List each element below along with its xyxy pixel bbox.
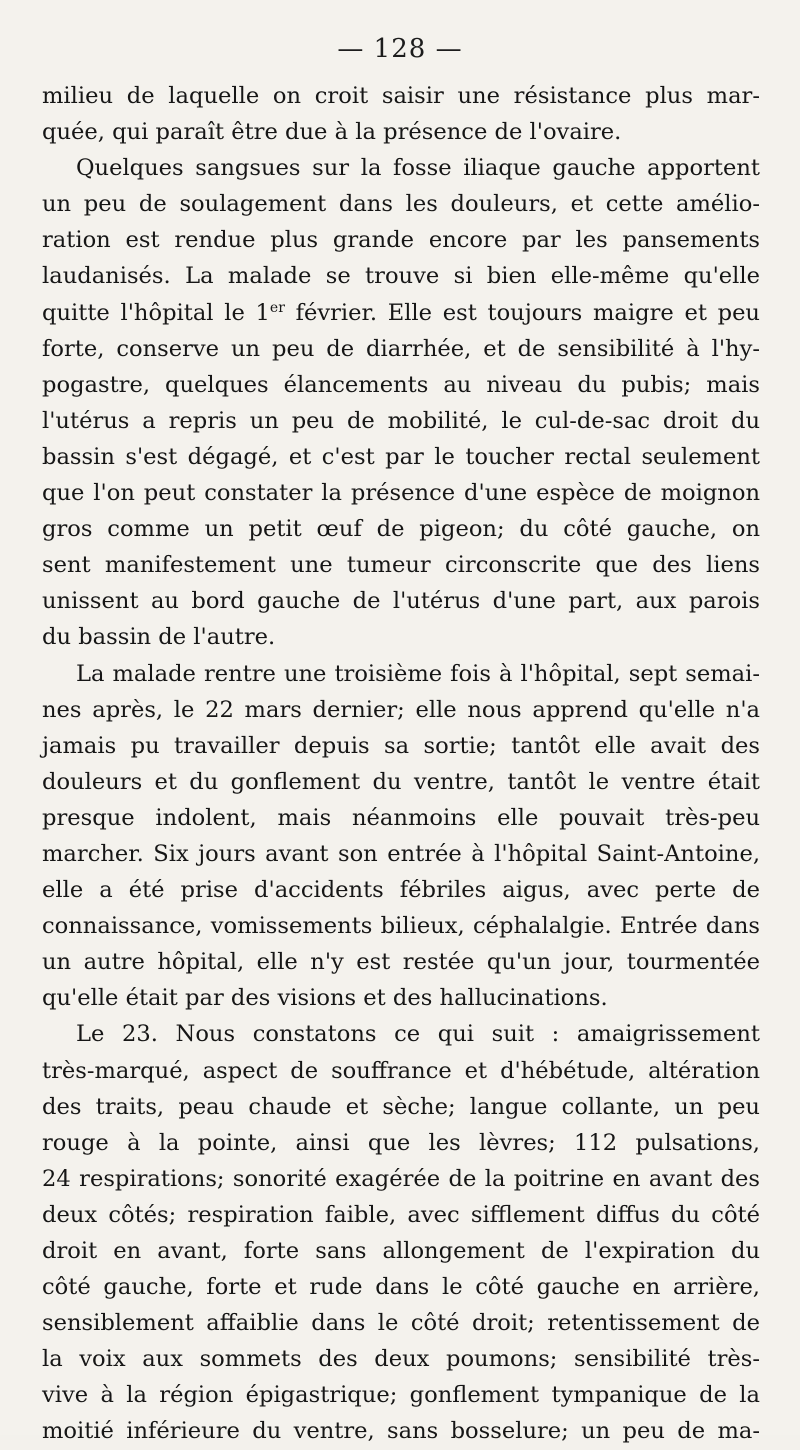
text-line: deux côtés; respiration faible, avec sifflement diffus du côté [42, 1201, 760, 1228]
text-line: la voix aux sommets des deux poumons; sensibilité très- [42, 1346, 760, 1373]
text-line: presque indolent, mais néanmoins elle pouvait très-peu [42, 804, 760, 831]
text-line: douleurs et du gonflement du ventre, tantôt le ventre était [42, 768, 760, 795]
text-line: sensiblement affaiblie dans le côté droit; retentissement de [42, 1310, 760, 1337]
text-line: forte, conserve un peu de diarrhée, et de sensibilité à l'hy- [42, 335, 760, 362]
ordinal-superscript: er [269, 299, 285, 316]
body-text [42, 78, 760, 1450]
text-line: du bassin de l'autre. [42, 624, 276, 651]
text-line: l'utérus a repris un peu de mobilité, le cul-de-sac droit du [42, 407, 760, 434]
text-line: très-marqué, aspect de souffrance et d'hébétude, altération [42, 1057, 760, 1084]
paragraph-4 [42, 1016, 760, 1449]
text-line: ration est rendue plus grande encore par les pansements [42, 227, 760, 254]
text-line: Le 23. Nous constatons ce qui suit : amaigrissement [76, 1021, 760, 1048]
text-line: des traits, peau chaude et sèche; langue collante, un peu [42, 1093, 760, 1120]
text-line: côté gauche, forte et rude dans le côté gauche en arrière, [42, 1274, 760, 1301]
text-line: que l'on peut constater la présence d'une espèce de moignon [42, 480, 760, 507]
text-line: jamais pu travailler depuis sa sortie; tantôt elle avait des [42, 732, 760, 759]
text-line: moitié inférieure du ventre, sans bosselure; un peu de ma- [42, 1418, 760, 1445]
text-line: gros comme un petit œuf de pigeon; du côté gauche, on [42, 516, 760, 543]
text-line: unissent au bord gauche de l'utérus d'une part, aux parois [42, 588, 760, 615]
text-line: marcher. Six jours avant son entrée à l'hôpital Saint-Antoine, [42, 840, 760, 867]
text-line: elle a été prise d'accidents fébriles aigus, avec perte de [42, 877, 760, 904]
text-line: rouge à la pointe, ainsi que les lèvres; 112 pulsations, [42, 1129, 760, 1156]
text-line: un autre hôpital, elle n'y est restée qu'un jour, tourmentée [42, 949, 760, 976]
text-line: bassin s'est dégagé, et c'est par le toucher rectal seulement [42, 443, 760, 470]
paragraph-1 [42, 78, 760, 150]
text-line: milieu de laquelle on croit saisir une résistance plus mar- [42, 83, 760, 109]
page-number: — 128 — [337, 34, 463, 64]
text-line: sent manifestement une tumeur circonscrite que des liens [42, 552, 760, 579]
text-line: 24 respirations; sonorité exagérée de la poitrine en avant des [42, 1165, 760, 1192]
text-line: vive à la région épigastrique; gonflement tympanique de la [42, 1382, 760, 1409]
text-line: La malade rentre une troisième fois à l'hôpital, sept semai- [76, 660, 760, 687]
text-line: connaissance, vomissements bilieux, céphalalgie. Entrée dans [42, 913, 760, 940]
text-line: qu'elle était par des visions et des hallucinations. [42, 985, 608, 1012]
paragraph-3 [42, 656, 760, 1017]
paragraph-2 [42, 150, 760, 655]
text-line: pogastre, quelques élancements au niveau du pubis; mais [42, 371, 760, 398]
text-line: Quelques sangsues sur la fosse iliaque gauche apportent [76, 155, 760, 182]
text-line: nes après, le 22 mars dernier; elle nous apprend qu'elle n'a [42, 696, 760, 723]
text-line: droit en avant, forte sans allongement de l'expiration du [42, 1238, 760, 1264]
text-line: quée, qui paraît être due à la présence de l'ovaire. [42, 119, 622, 146]
text-line: quitte l'hôpital le 1er février. Elle est toujours maigre et peu [42, 299, 760, 326]
text-line: un peu de soulagement dans les douleurs, et cette amélio- [42, 191, 760, 218]
text-line: laudanisés. La malade se trouve si bien elle-même qu'elle [42, 263, 760, 290]
